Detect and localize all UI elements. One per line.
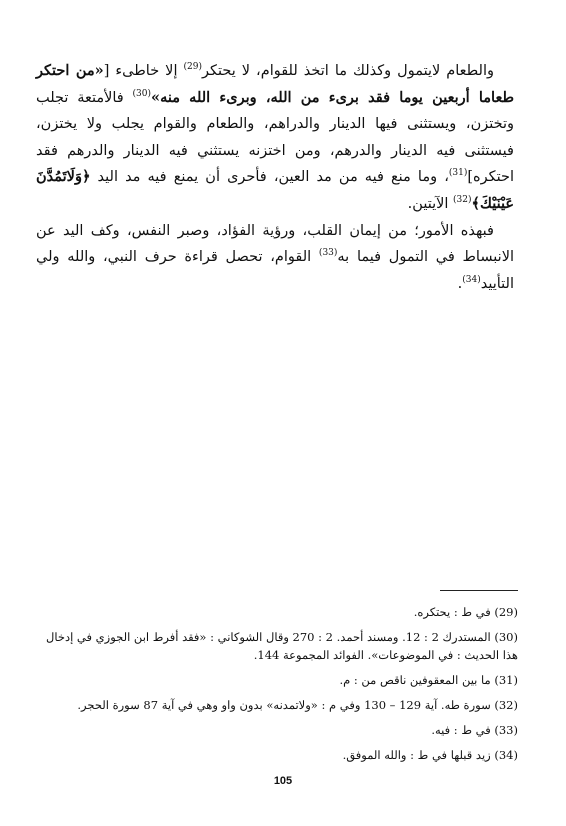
text-run: القوام، تحصل قراءة حرف النبي، والله ولي التأييد [36, 249, 514, 292]
text-run: ، وما منع فيه من مد العين، فأحرى أن يمنع فيه مد اليد [90, 169, 449, 186]
footnote-ref-32[interactable]: (32) [453, 195, 472, 206]
footnote-ref-33[interactable]: (33) [318, 248, 338, 259]
text-run: إلا خاطىء [ [103, 63, 184, 79]
footnote-32: (32) سورة طه. آية 129 – 130 وفي م : «ولاتمدنه» بدون واو وهي في آية 87 سورة الحجر. [77, 697, 518, 712]
main-text [36, 58, 514, 297]
text-run: فالأمتعة تجلب وتختزن، ويستثنى فيها الدينار والدراهم، والطعام والقوام يجلب ولا يختزن، فيستثنى فيه الدينار والدرهم، ومن اختزنه يستثني فيه الدينار والدرهم فقد احتكره] [36, 89, 514, 186]
footnotes-list [40, 604, 518, 772]
footnote-34: (34) زيد قبلها في ط : والله الموفق. [342, 747, 518, 762]
footnote-31: (31) ما بين المعقوفين ناقص من : م. [339, 672, 518, 687]
page-number: 105 [273, 775, 293, 787]
footnote-30: (30) المستدرك 2 : 12. ومسند أحمد. 2 : 270 وقال الشوكاني : «فقد أفرط ابن الجوزي في إدخال هذا الحديث : في الموضوعات». الفوائد المجموعة 144. [45, 630, 518, 662]
footnote-ref-34[interactable]: (34) [462, 274, 481, 285]
hadith-quote: «من احتكر طعاما أربعين يوما فقد برىء من الله، وبرىء الله منه» [36, 62, 514, 106]
text-run: والطعام لايتمول وكذلك ما اتخذ للقوام، لا يحتكر [201, 63, 494, 79]
footnote-separator [440, 590, 518, 591]
footnote-29: (29) في ط : يحتكره. [413, 605, 518, 619]
paragraph-1 [36, 58, 514, 218]
footnote-ref-31[interactable]: (31) [448, 168, 468, 179]
quran-verse: ﴿وَلَاتَمُدَّنَ عَيْنَيْكَ﴾ [36, 168, 514, 212]
footnote-33: (33) في ط : فيه. [431, 722, 518, 737]
paragraph-2 [36, 218, 514, 298]
text-run: فبهذه الأمور؛ من إيمان القلب، ورؤية الفؤاد، وصبر النفس، وكف اليد عن الانبساط في التمول فيما به [36, 222, 514, 266]
text-run: . [457, 275, 463, 292]
footnote-ref-29[interactable]: (29) [183, 62, 202, 73]
text-run: الآيتين. [407, 195, 454, 212]
footnote-ref-30[interactable]: (30) [132, 88, 151, 99]
